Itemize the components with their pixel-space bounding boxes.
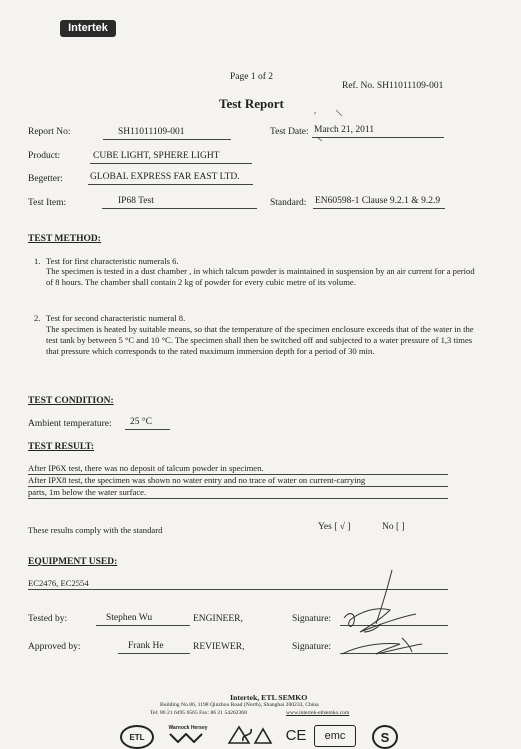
page-number: Page 1 of 2 [230, 72, 274, 82]
reference-number: Ref. No. SH11011109-001 [342, 81, 444, 91]
tested-by-role: ENGINEER, [193, 614, 243, 624]
standard-value: EN60598-1 Clause 9.2.1 & 9.2.9 [315, 196, 441, 206]
equipment-value: EC2476, EC2554 [28, 578, 89, 588]
result-line-3: parts, 1m below the water surface. [28, 487, 147, 497]
s-mark-icon: S [372, 725, 398, 749]
report-title: Test Report [219, 96, 284, 111]
warnock-hersey-mark-icon: Warnock Hersey [168, 725, 208, 731]
method-item-1-body: The specimen is tested in a dust chamber , in which talcum powder is maintained in suspension by an air current for a period of 8 hours. The chamber shall contain 2 kg of powder for every cubic metre of its volume. [46, 266, 475, 287]
begetter-value: GLOBAL EXPRESS FAR EAST LTD. [90, 172, 240, 182]
ambient-temperature-label: Ambient temperature: [28, 419, 112, 429]
ce-mark-icon: CE [285, 726, 307, 744]
compliance-no-checkbox: No [ ] [382, 522, 405, 532]
test-date-label: Test Date: [270, 127, 309, 137]
intertek-logo: Intertek [60, 20, 116, 37]
method-item-2-number: 2. [34, 313, 41, 323]
tested-by-label: Tested by: [28, 614, 68, 624]
test-result-heading: TEST RESULT: [28, 442, 95, 452]
compliance-statement: These results comply with the standard [28, 525, 163, 535]
method-item-2-title: Test for second characteristic numeral 8. [46, 313, 186, 323]
emc-mark-icon: emc [314, 725, 356, 747]
tested-signature-label: Signature: [292, 614, 332, 624]
handwritten-signature-icon [330, 566, 440, 661]
result-line-1: After IP6X test, there was no deposit of talcum powder in specimen. [28, 463, 264, 473]
report-no-label: Report No: [28, 127, 71, 137]
equipment-heading: EQUIPMENT USED: [28, 557, 118, 567]
approved-signature-label: Signature: [292, 642, 332, 652]
footer-address: Building No.86, 1198 Qinzhou Road (North), Shanghai 200233, China [160, 702, 319, 708]
footer-company: Intertek, ETL SEMKO [230, 693, 308, 702]
footer-website: www.intertek-etlsemko.com [286, 710, 350, 716]
method-item-1-title: Test for first characteristic numerals 6. [46, 256, 179, 266]
compliance-yes-checkbox: Yes [ √ ] [318, 522, 351, 532]
ambient-temperature-value: 25 °C [130, 417, 153, 427]
report-no-value: SH11011109-001 [118, 127, 185, 137]
test-item-value: IP68 Test [118, 196, 154, 206]
product-label: Product: [28, 151, 61, 161]
result-line-2: After IPX8 test, the specimen was shown no water entry and no trace of water on current-carrying [28, 475, 366, 485]
approved-by-label: Approved by: [28, 642, 81, 652]
method-item-1-number: 1. [34, 256, 41, 266]
test-item-label: Test Item: [28, 198, 67, 208]
certification-marks [120, 725, 430, 747]
test-method-heading: TEST METHOD: [28, 234, 101, 244]
tested-by-name: Stephen Wu [106, 613, 153, 623]
footer-contact: Tel: 86 21 6495 6565 Fax: 86 21 54262368 [150, 710, 247, 716]
product-value: CUBE LIGHT, SPHERE LIGHT [93, 151, 220, 161]
warnock-hersey-logo-icon [168, 733, 208, 743]
standard-label: Standard: [270, 198, 307, 208]
etl-mark-icon: ETL [120, 725, 154, 749]
test-condition-heading: TEST CONDITION: [28, 396, 114, 406]
approved-by-name: Frank He [128, 641, 164, 651]
semko-mark-icon [225, 725, 277, 745]
approved-by-role: REVIEWER, [193, 642, 245, 652]
method-item-2-body: The specimen is heated by suitable means, so that the temperature of the specimen enclosure exceeds that of the water in the test tank by between 5 °C and 10 °C. The specimen shall then be switched off and subjected to a water pressure of 1,3 times that pressure which corresponds to the rated maximum immersion depth for a period of 30 min. [46, 324, 474, 356]
begetter-label: Begetter: [28, 174, 63, 184]
test-date-value: March 21, 2011 [314, 125, 375, 135]
